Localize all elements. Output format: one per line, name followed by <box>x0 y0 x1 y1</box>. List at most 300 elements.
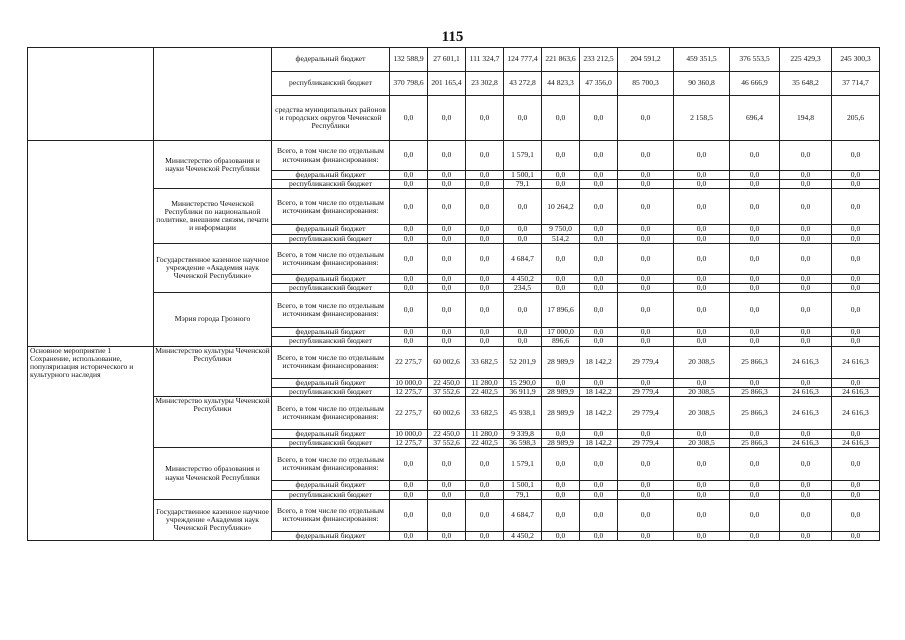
value-cell: 11 280,0 <box>466 430 504 439</box>
value-cell: 0,0 <box>580 284 618 293</box>
value-cell: 0,0 <box>504 234 542 243</box>
org-cell: Государственное казенное научное учреждение «Академия наук Чеченской Республики» <box>154 499 272 540</box>
value-cell: 0,0 <box>390 171 428 180</box>
value-cell: 0,0 <box>674 531 730 540</box>
value-cell: 37 552,6 <box>428 439 466 448</box>
value-cell: 0,0 <box>390 531 428 540</box>
value-cell: 37 552,6 <box>428 387 466 396</box>
source-label: федеральный бюджет <box>272 274 390 283</box>
value-cell: 0,0 <box>542 171 580 180</box>
value-cell: 0,0 <box>832 481 880 490</box>
value-cell: 0,0 <box>428 96 466 141</box>
value-cell: 0,0 <box>730 225 780 234</box>
value-cell: 111 324,7 <box>466 48 504 72</box>
value-cell: 0,0 <box>832 180 880 189</box>
org-cell: Министерство образования и науки Чеченской Республики <box>154 141 272 189</box>
org-cell: Мэрия города Грозного <box>154 293 272 346</box>
value-cell: 0,0 <box>428 481 466 490</box>
value-cell: 10 264,2 <box>542 189 580 225</box>
value-cell: 0,0 <box>390 328 428 337</box>
value-cell: 35 648,2 <box>780 72 832 96</box>
value-cell: 0,0 <box>466 243 504 274</box>
value-cell: 1 579,1 <box>504 141 542 171</box>
value-cell: 0,0 <box>618 284 674 293</box>
value-cell: 0,0 <box>390 274 428 283</box>
value-cell: 0,0 <box>390 141 428 171</box>
value-cell: 0,0 <box>730 189 780 225</box>
value-cell: 0,0 <box>390 490 428 499</box>
value-cell: 0,0 <box>428 234 466 243</box>
value-cell: 25 866,3 <box>730 439 780 448</box>
value-cell: 0,0 <box>674 284 730 293</box>
value-cell: 233 212,5 <box>580 48 618 72</box>
value-cell: 0,0 <box>730 378 780 387</box>
table-row <box>28 141 880 171</box>
org-cell: Министерство Чеченской Республики по национальной политике, внешним связям, печати и информации <box>154 189 272 243</box>
value-cell: 0,0 <box>390 499 428 531</box>
value-cell: 0,0 <box>390 293 428 328</box>
value-cell: 0,0 <box>618 490 674 499</box>
value-cell: 79,1 <box>504 490 542 499</box>
value-cell: 459 351,5 <box>674 48 730 72</box>
value-cell: 896,6 <box>542 337 580 346</box>
value-cell: 124 777,4 <box>504 48 542 72</box>
value-cell: 0,0 <box>730 328 780 337</box>
table-row <box>28 293 880 328</box>
value-cell: 22 402,5 <box>466 387 504 396</box>
value-cell: 0,0 <box>674 328 730 337</box>
value-cell: 0,0 <box>542 481 580 490</box>
value-cell: 24 616,3 <box>780 397 832 430</box>
value-cell: 696,4 <box>730 96 780 141</box>
source-label: Всего, в том числе по отдельным источникам финансирования: <box>272 189 390 225</box>
value-cell: 0,0 <box>780 171 832 180</box>
org-cell: Министерство культуры Чеченской Республики <box>154 346 272 396</box>
value-cell: 0,0 <box>674 293 730 328</box>
value-cell: 0,0 <box>580 531 618 540</box>
value-cell: 24 616,3 <box>780 346 832 378</box>
source-label: федеральный бюджет <box>272 225 390 234</box>
value-cell: 0,0 <box>730 430 780 439</box>
source-label: республиканский бюджет <box>272 72 390 96</box>
table-row <box>28 397 880 430</box>
value-cell: 0,0 <box>674 234 730 243</box>
value-cell: 0,0 <box>780 531 832 540</box>
value-cell: 0,0 <box>580 189 618 225</box>
value-cell: 0,0 <box>618 225 674 234</box>
value-cell: 0,0 <box>780 337 832 346</box>
value-cell: 22 450,0 <box>428 378 466 387</box>
value-cell: 29 779,4 <box>618 439 674 448</box>
value-cell: 4 684,7 <box>504 243 542 274</box>
value-cell: 0,0 <box>832 448 880 481</box>
value-cell: 15 290,0 <box>504 378 542 387</box>
value-cell: 0,0 <box>832 328 880 337</box>
value-cell: 4 450,2 <box>504 274 542 283</box>
value-cell: 0,0 <box>390 96 428 141</box>
value-cell: 0,0 <box>780 293 832 328</box>
value-cell: 45 938,1 <box>504 397 542 430</box>
value-cell: 0,0 <box>780 274 832 283</box>
value-cell: 60 002,6 <box>428 397 466 430</box>
main-event-cell: Основное мероприятие 1 Сохранение, использование, популяризация исторического и культурного наследия <box>28 346 154 540</box>
value-cell: 0,0 <box>674 481 730 490</box>
value-cell: 0,0 <box>618 234 674 243</box>
value-cell: 0,0 <box>730 337 780 346</box>
table-row <box>28 48 880 72</box>
value-cell: 0,0 <box>542 96 580 141</box>
value-cell: 43 272,8 <box>504 72 542 96</box>
source-label: федеральный бюджет <box>272 48 390 72</box>
value-cell: 0,0 <box>618 96 674 141</box>
value-cell: 221 863,6 <box>542 48 580 72</box>
value-cell: 11 280,0 <box>466 378 504 387</box>
value-cell: 2 158,5 <box>674 96 730 141</box>
value-cell: 90 360,8 <box>674 72 730 96</box>
value-cell: 0,0 <box>542 490 580 499</box>
col2-empty-cell <box>154 48 272 141</box>
value-cell: 0,0 <box>730 141 780 171</box>
value-cell: 0,0 <box>580 234 618 243</box>
value-cell: 132 588,9 <box>390 48 428 72</box>
value-cell: 0,0 <box>780 448 832 481</box>
value-cell: 0,0 <box>618 171 674 180</box>
value-cell: 0,0 <box>390 189 428 225</box>
value-cell: 0,0 <box>674 141 730 171</box>
source-label: Всего, в том числе по отдельным источникам финансирования: <box>272 293 390 328</box>
value-cell: 0,0 <box>674 430 730 439</box>
value-cell: 0,0 <box>390 180 428 189</box>
value-cell: 4 450,2 <box>504 531 542 540</box>
value-cell: 0,0 <box>674 243 730 274</box>
source-label: республиканский бюджет <box>272 387 390 396</box>
value-cell: 27 601,1 <box>428 48 466 72</box>
table-row <box>28 499 880 531</box>
value-cell: 225 429,3 <box>780 48 832 72</box>
value-cell: 0,0 <box>780 284 832 293</box>
value-cell: 0,0 <box>580 274 618 283</box>
value-cell: 0,0 <box>780 243 832 274</box>
value-cell: 0,0 <box>428 171 466 180</box>
value-cell: 0,0 <box>542 378 580 387</box>
value-cell: 22 402,5 <box>466 439 504 448</box>
value-cell: 0,0 <box>832 171 880 180</box>
value-cell: 0,0 <box>780 378 832 387</box>
value-cell: 0,0 <box>832 293 880 328</box>
value-cell: 0,0 <box>580 141 618 171</box>
source-label: федеральный бюджет <box>272 481 390 490</box>
value-cell: 17 896,6 <box>542 293 580 328</box>
source-label: Всего, в том числе по отдельным источникам финансирования: <box>272 499 390 531</box>
value-cell: 0,0 <box>466 225 504 234</box>
value-cell: 0,0 <box>428 274 466 283</box>
value-cell: 0,0 <box>618 430 674 439</box>
value-cell: 0,0 <box>428 499 466 531</box>
value-cell: 0,0 <box>780 141 832 171</box>
value-cell: 79,1 <box>504 180 542 189</box>
value-cell: 0,0 <box>466 481 504 490</box>
value-cell: 20 308,5 <box>674 387 730 396</box>
value-cell: 0,0 <box>466 337 504 346</box>
value-cell: 0,0 <box>466 180 504 189</box>
value-cell: 0,0 <box>832 234 880 243</box>
value-cell: 24 616,3 <box>832 397 880 430</box>
value-cell: 0,0 <box>428 180 466 189</box>
value-cell: 0,0 <box>542 284 580 293</box>
value-cell: 36 598,3 <box>504 439 542 448</box>
source-label: республиканский бюджет <box>272 439 390 448</box>
value-cell: 0,0 <box>428 225 466 234</box>
value-cell: 0,0 <box>466 96 504 141</box>
value-cell: 0,0 <box>542 141 580 171</box>
source-label: Всего, в том числе по отдельным источникам финансирования: <box>272 448 390 481</box>
value-cell: 0,0 <box>580 180 618 189</box>
value-cell: 17 000,0 <box>542 328 580 337</box>
value-cell: 0,0 <box>780 180 832 189</box>
value-cell: 0,0 <box>466 499 504 531</box>
value-cell: 24 616,3 <box>832 439 880 448</box>
value-cell: 0,0 <box>428 448 466 481</box>
value-cell: 0,0 <box>780 481 832 490</box>
value-cell: 0,0 <box>428 531 466 540</box>
value-cell: 0,0 <box>580 490 618 499</box>
value-cell: 234,5 <box>504 284 542 293</box>
value-cell: 0,0 <box>832 531 880 540</box>
value-cell: 28 989,9 <box>542 346 580 378</box>
value-cell: 47 356,0 <box>580 72 618 96</box>
value-cell: 0,0 <box>780 189 832 225</box>
value-cell: 0,0 <box>504 189 542 225</box>
source-label: республиканский бюджет <box>272 180 390 189</box>
value-cell: 28 989,9 <box>542 439 580 448</box>
value-cell: 0,0 <box>618 328 674 337</box>
value-cell: 0,0 <box>674 180 730 189</box>
value-cell: 25 866,3 <box>730 387 780 396</box>
value-cell: 0,0 <box>428 328 466 337</box>
value-cell: 0,0 <box>580 171 618 180</box>
source-label: федеральный бюджет <box>272 378 390 387</box>
value-cell: 0,0 <box>580 430 618 439</box>
table-row <box>28 448 880 481</box>
value-cell: 0,0 <box>390 234 428 243</box>
value-cell: 9 339,8 <box>504 430 542 439</box>
value-cell: 22 275,7 <box>390 346 428 378</box>
value-cell: 0,0 <box>428 337 466 346</box>
value-cell: 0,0 <box>466 189 504 225</box>
value-cell: 0,0 <box>390 337 428 346</box>
value-cell: 0,0 <box>780 328 832 337</box>
value-cell: 0,0 <box>580 225 618 234</box>
value-cell: 0,0 <box>390 448 428 481</box>
value-cell: 201 165,4 <box>428 72 466 96</box>
value-cell: 0,0 <box>730 180 780 189</box>
value-cell: 12 275,7 <box>390 387 428 396</box>
value-cell: 20 308,5 <box>674 346 730 378</box>
value-cell: 0,0 <box>780 225 832 234</box>
value-cell: 24 616,3 <box>780 387 832 396</box>
value-cell: 0,0 <box>580 448 618 481</box>
value-cell: 0,0 <box>730 234 780 243</box>
source-label: Всего, в том числе по отдельным источникам финансирования: <box>272 141 390 171</box>
value-cell: 0,0 <box>832 284 880 293</box>
value-cell: 0,0 <box>730 531 780 540</box>
value-cell: 0,0 <box>390 243 428 274</box>
value-cell: 18 142,2 <box>580 346 618 378</box>
value-cell: 29 779,4 <box>618 387 674 396</box>
page-number: 115 <box>441 29 464 45</box>
value-cell: 0,0 <box>466 284 504 293</box>
value-cell: 46 666,9 <box>730 72 780 96</box>
value-cell: 22 450,0 <box>428 430 466 439</box>
value-cell: 85 700,3 <box>618 72 674 96</box>
value-cell: 0,0 <box>618 378 674 387</box>
source-label: федеральный бюджет <box>272 430 390 439</box>
source-label: Всего, в том числе по отдельным источникам финансирования: <box>272 397 390 430</box>
value-cell: 0,0 <box>580 243 618 274</box>
value-cell: 0,0 <box>832 499 880 531</box>
value-cell: 245 300,3 <box>832 48 880 72</box>
source-label: республиканский бюджет <box>272 284 390 293</box>
org-cell: Министерство культуры Чеченской Республики <box>154 397 272 448</box>
value-cell: 0,0 <box>618 243 674 274</box>
value-cell: 0,0 <box>466 171 504 180</box>
value-cell: 0,0 <box>674 274 730 283</box>
value-cell: 0,0 <box>618 141 674 171</box>
value-cell: 0,0 <box>504 337 542 346</box>
source-label: республиканский бюджет <box>272 490 390 499</box>
value-cell: 25 866,3 <box>730 397 780 430</box>
value-cell: 0,0 <box>832 141 880 171</box>
value-cell: 0,0 <box>580 499 618 531</box>
col1-empty-cell <box>28 141 154 347</box>
value-cell: 18 142,2 <box>580 439 618 448</box>
value-cell: 33 682,5 <box>466 346 504 378</box>
value-cell: 0,0 <box>504 225 542 234</box>
col1-empty-cell <box>28 48 154 141</box>
value-cell: 9 750,0 <box>542 225 580 234</box>
value-cell: 0,0 <box>674 225 730 234</box>
value-cell: 0,0 <box>674 378 730 387</box>
value-cell: 60 002,6 <box>428 346 466 378</box>
value-cell: 0,0 <box>428 490 466 499</box>
source-label: республиканский бюджет <box>272 234 390 243</box>
source-label: федеральный бюджет <box>272 171 390 180</box>
value-cell: 24 616,3 <box>832 346 880 378</box>
value-cell: 0,0 <box>466 293 504 328</box>
value-cell: 0,0 <box>674 171 730 180</box>
value-cell: 37 714,7 <box>832 72 880 96</box>
value-cell: 10 000,0 <box>390 430 428 439</box>
value-cell: 0,0 <box>580 293 618 328</box>
value-cell: 52 201,9 <box>504 346 542 378</box>
value-cell: 0,0 <box>674 499 730 531</box>
value-cell: 0,0 <box>542 430 580 439</box>
value-cell: 0,0 <box>580 378 618 387</box>
value-cell: 376 553,5 <box>730 48 780 72</box>
value-cell: 0,0 <box>832 490 880 499</box>
value-cell: 1 500,1 <box>504 481 542 490</box>
value-cell: 28 989,9 <box>542 397 580 430</box>
value-cell: 0,0 <box>466 141 504 171</box>
source-label: Всего, в том числе по отдельным источникам финансирования: <box>272 243 390 274</box>
value-cell: 4 684,7 <box>504 499 542 531</box>
org-cell: Государственное казенное научное учреждение «Академия наук Чеченской Республики» <box>154 243 272 292</box>
value-cell: 0,0 <box>730 293 780 328</box>
source-label: Всего, в том числе по отдельным источникам финансирования: <box>272 346 390 378</box>
value-cell: 0,0 <box>832 225 880 234</box>
value-cell: 25 866,3 <box>730 346 780 378</box>
table-row <box>28 346 880 378</box>
value-cell: 0,0 <box>504 293 542 328</box>
value-cell: 0,0 <box>580 337 618 346</box>
value-cell: 194,8 <box>780 96 832 141</box>
value-cell: 12 275,7 <box>390 439 428 448</box>
org-cell: Министерство образования и науки Чеченской Республики <box>154 448 272 499</box>
value-cell: 0,0 <box>618 499 674 531</box>
value-cell: 0,0 <box>618 481 674 490</box>
value-cell: 0,0 <box>390 284 428 293</box>
source-label: республиканский бюджет <box>272 337 390 346</box>
value-cell: 0,0 <box>730 490 780 499</box>
value-cell: 20 308,5 <box>674 439 730 448</box>
value-cell: 370 798,6 <box>390 72 428 96</box>
source-label: федеральный бюджет <box>272 531 390 540</box>
value-cell: 0,0 <box>504 96 542 141</box>
table-row <box>28 189 880 225</box>
value-cell: 0,0 <box>730 284 780 293</box>
value-cell: 0,0 <box>542 448 580 481</box>
value-cell: 1 500,1 <box>504 171 542 180</box>
value-cell: 0,0 <box>390 481 428 490</box>
value-cell: 18 142,2 <box>580 387 618 396</box>
value-cell: 0,0 <box>466 490 504 499</box>
value-cell: 0,0 <box>618 337 674 346</box>
value-cell: 0,0 <box>618 189 674 225</box>
value-cell: 0,0 <box>674 448 730 481</box>
value-cell: 0,0 <box>618 448 674 481</box>
value-cell: 0,0 <box>618 180 674 189</box>
source-label: федеральный бюджет <box>272 328 390 337</box>
value-cell: 0,0 <box>542 243 580 274</box>
value-cell: 0,0 <box>580 328 618 337</box>
value-cell: 0,0 <box>542 499 580 531</box>
table-row <box>28 243 880 274</box>
value-cell: 28 989,9 <box>542 387 580 396</box>
value-cell: 0,0 <box>618 274 674 283</box>
value-cell: 20 308,5 <box>674 397 730 430</box>
value-cell: 0,0 <box>428 293 466 328</box>
value-cell: 0,0 <box>428 141 466 171</box>
value-cell: 0,0 <box>780 499 832 531</box>
value-cell: 0,0 <box>466 234 504 243</box>
value-cell: 0,0 <box>730 448 780 481</box>
value-cell: 0,0 <box>428 189 466 225</box>
value-cell: 0,0 <box>618 293 674 328</box>
value-cell: 18 142,2 <box>580 397 618 430</box>
value-cell: 0,0 <box>832 430 880 439</box>
value-cell: 10 000,0 <box>390 378 428 387</box>
value-cell: 0,0 <box>466 328 504 337</box>
value-cell: 0,0 <box>730 171 780 180</box>
value-cell: 0,0 <box>428 284 466 293</box>
value-cell: 0,0 <box>674 337 730 346</box>
value-cell: 0,0 <box>428 243 466 274</box>
value-cell: 204 591,2 <box>618 48 674 72</box>
value-cell: 36 911,9 <box>504 387 542 396</box>
value-cell: 29 779,4 <box>618 346 674 378</box>
value-cell: 0,0 <box>730 499 780 531</box>
value-cell: 0,0 <box>390 225 428 234</box>
